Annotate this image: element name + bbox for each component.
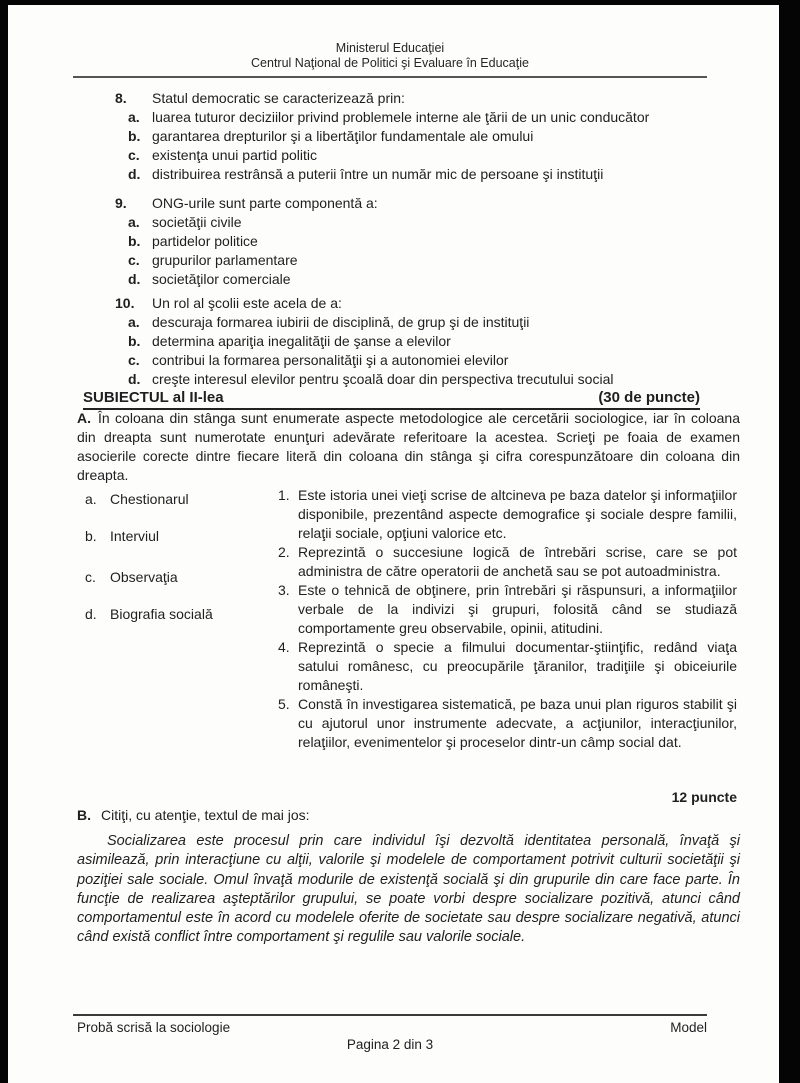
option-text: grupurilor parlamentare bbox=[152, 252, 298, 268]
option-row bbox=[115, 232, 743, 251]
matching-exercise bbox=[85, 486, 737, 752]
matching-right-item bbox=[278, 581, 737, 638]
matching-number: 5. bbox=[278, 696, 290, 712]
matching-number: 4. bbox=[278, 639, 290, 655]
question-number: 9. bbox=[115, 195, 127, 211]
question-10-stem bbox=[115, 294, 743, 313]
option-letter: a. bbox=[128, 109, 140, 125]
option-row bbox=[115, 165, 743, 184]
option-row bbox=[115, 127, 743, 146]
option-text: partidelor politice bbox=[152, 233, 258, 249]
header-center-name: Centrul Naţional de Politici şi Evaluare în Educaţie bbox=[251, 56, 529, 70]
matching-term: Interviul bbox=[110, 528, 160, 544]
option-text: contribui la formarea personalităţii şi a autonomiei elevilor bbox=[152, 352, 509, 368]
subject2-points: (30 de puncte) bbox=[598, 389, 700, 406]
option-row bbox=[115, 146, 743, 165]
question-number: 10. bbox=[115, 295, 135, 311]
question-number: 8. bbox=[115, 90, 127, 106]
matching-left-item bbox=[85, 605, 213, 624]
question-10 bbox=[115, 294, 743, 389]
matching-term: Observaţia bbox=[110, 569, 178, 585]
option-letter: b. bbox=[128, 128, 141, 144]
question-9-stem bbox=[115, 194, 743, 213]
part-a-text: În coloana din stânga sunt enumerate aspecte metodologice ale cercetării sociologice, iar în coloana din dreapta sunt numerotate enunţuri adevărate referitoare la acestea. Scrieţi pe foaia de examen asocierile corecte dintre fiecare literă din coloana din stânga şi cifra corespunzătoare din coloana din dreapta. bbox=[77, 410, 740, 483]
question-text: Statul democratic se caracterizează prin: bbox=[152, 90, 405, 106]
footer-row bbox=[77, 1020, 707, 1035]
matching-statement: Constă în investigarea sistematică, pe baza unui plan riguros stabilit şi cu ajutorul unor instrumente adecvate, a acţiunilor, interacţiunilor, relaţiilor, evenimentelor şi proceselor dintr-un câmp social dat. bbox=[298, 696, 737, 750]
option-letter: a. bbox=[128, 314, 140, 330]
option-letter: c. bbox=[128, 252, 140, 268]
option-text: creşte interesul elevilor pentru şcoală doar din perspectiva trecutului social bbox=[152, 371, 614, 387]
matching-right-item bbox=[278, 543, 737, 581]
part-a-paragraph bbox=[77, 409, 740, 485]
option-text: descuraja formarea iubirii de disciplină, de grup şi de instituţii bbox=[152, 314, 530, 330]
subject2-title: SUBIECTUL al II-lea bbox=[83, 389, 224, 406]
matching-letter: a. bbox=[85, 491, 97, 507]
option-letter: b. bbox=[128, 333, 141, 349]
question-8-stem bbox=[115, 89, 743, 108]
option-text: societăţilor comerciale bbox=[152, 271, 291, 287]
matching-number: 1. bbox=[278, 487, 290, 503]
header-divider bbox=[73, 76, 707, 78]
quote-paragraph: Socializarea este procesul prin care individul îşi dezvoltă identitatea personală, învaţă şi asimilează, prin interacţiune cu alţii, valorile şi modelele de comportament potrivit culturii societăţii şi poziţiei sale sociale. Omul învaţă modurile de existenţă socială şi din grupurile din care face parte. În funcţie de realizarea aşteptărilor grupului, se poate vorbi despre socializare pozitivă, atunci când comportamentul este în acord cu modelele oferite de societate sau despre socializare negativă, atunci când există conflict între comportament şi regulile sau valorile sociale. bbox=[77, 833, 740, 946]
matching-statement: Este o tehnică de obţinere, prin întrebări şi răspunsuri, a informaţiilor verbale de la indivizi şi grupuri, folosită când se studiază comportamente greu observabile, opinii, atitudini. bbox=[298, 582, 737, 636]
option-letter: c. bbox=[128, 147, 140, 163]
option-letter: c. bbox=[128, 352, 140, 368]
matching-term: Chestionarul bbox=[110, 491, 189, 507]
matching-right-item bbox=[278, 638, 737, 695]
scan-border-right bbox=[779, 0, 800, 1083]
footer-exam-name: Probă scrisă la sociologie bbox=[77, 1020, 231, 1035]
footer-divider bbox=[73, 1014, 707, 1016]
option-text: societăţii civile bbox=[152, 214, 242, 230]
question-8 bbox=[115, 89, 743, 184]
option-row bbox=[115, 370, 743, 389]
matching-letter: b. bbox=[85, 528, 97, 544]
part-a-label: A. bbox=[77, 410, 91, 426]
option-row bbox=[115, 270, 743, 289]
option-letter: a. bbox=[128, 214, 140, 230]
option-letter: d. bbox=[128, 166, 141, 182]
part-b-paragraph bbox=[77, 806, 740, 825]
option-row bbox=[115, 332, 743, 351]
option-text: existenţa unui partid politic bbox=[152, 147, 317, 163]
matching-left-item bbox=[85, 568, 178, 587]
question-text: Un rol al şcolii este acela de a: bbox=[152, 295, 342, 311]
scan-border-left bbox=[0, 0, 8, 1083]
matching-right-item bbox=[278, 486, 737, 543]
matching-left-item bbox=[85, 490, 189, 509]
question-9 bbox=[115, 194, 743, 289]
header-ministry: Ministerul Educaţiei bbox=[335, 41, 445, 55]
option-row bbox=[115, 313, 743, 332]
option-text: luarea tuturor deciziilor privind problemele interne ale ţării de un unic conducător bbox=[152, 109, 650, 125]
matching-letter: c. bbox=[85, 569, 96, 585]
option-row bbox=[115, 213, 743, 232]
matching-statement: Reprezintă o specie a filmului documentar-ştiinţific, redând viaţa satului românesc, cu preocupările ţăranilor, tradiţiile şi obiceiurile româneşti. bbox=[298, 639, 737, 693]
matching-letter: d. bbox=[85, 606, 97, 622]
option-text: determina apariţia inegalităţii de şanse a elevilor bbox=[152, 333, 451, 349]
scan-border-top bbox=[0, 0, 800, 5]
option-text: garantarea drepturilor şi a libertăţilor fundamentale ale omului bbox=[152, 128, 534, 144]
matching-term: Biografia socială bbox=[110, 606, 213, 622]
part-a-points: 12 puncte bbox=[671, 789, 737, 805]
part-b-label: B. bbox=[77, 807, 91, 823]
footer-page-number: Pagina 2 din 3 bbox=[346, 1037, 434, 1052]
option-text: distribuirea restrânsă a puterii între un număr mic de persoane şi instituţii bbox=[152, 166, 604, 182]
option-row bbox=[115, 351, 743, 370]
matching-left-item bbox=[85, 527, 159, 546]
option-row bbox=[115, 108, 743, 127]
footer-model-label: Model bbox=[670, 1020, 707, 1035]
option-letter: b. bbox=[128, 233, 141, 249]
option-letter: d. bbox=[128, 371, 141, 387]
option-letter: d. bbox=[128, 271, 141, 287]
matching-statement: Este istoria unei vieţi scrise de altcineva pe baza datelor şi informaţiilor disponibile, prezentând aspecte demografice şi sociale despre familii, relaţii sociale, opţiuni valorice etc. bbox=[298, 487, 737, 541]
matching-number: 3. bbox=[278, 582, 290, 598]
subject2-heading bbox=[83, 390, 700, 410]
document-header bbox=[30, 41, 750, 71]
matching-number: 2. bbox=[278, 544, 290, 560]
matching-right-column bbox=[278, 486, 737, 752]
part-b-text: Citiţi, cu atenţie, textul de mai jos: bbox=[101, 807, 310, 823]
matching-right-item bbox=[278, 695, 737, 752]
option-row bbox=[115, 251, 743, 270]
question-text: ONG-urile sunt parte componentă a: bbox=[152, 195, 378, 211]
matching-statement: Reprezintă o succesiune logică de întrebări scrise, care se pot administra de către operatorii de anchetă sau se pot autoadministra. bbox=[298, 544, 737, 579]
